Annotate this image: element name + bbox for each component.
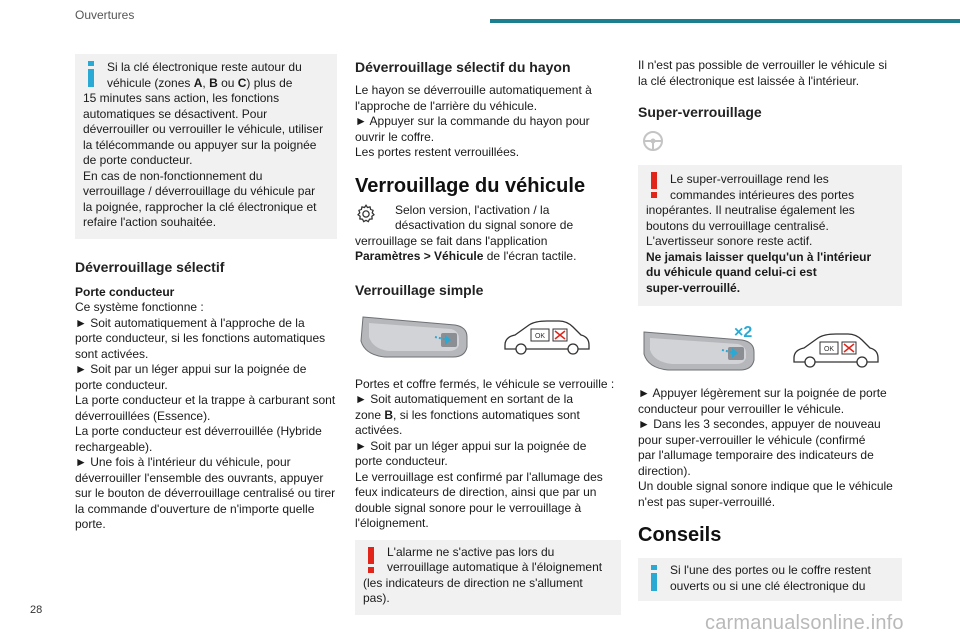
- door-handle-illustration: [355, 311, 475, 365]
- zone-label: B: [209, 75, 218, 90]
- heading-advice: Conseils: [638, 524, 722, 546]
- warning-box-super-locking: Le super-verrouillage rend les commandes intérieures des portes inopérantes. Il neutralise également les boutons du verrouillage centralisé. L'avertisseur sonore reste actif. Ne jamais laisser quelqu'un à l'intérieur du véhicule quand celui-ci est super-verrouillé.: [638, 165, 902, 306]
- simple-lock-illustration: [355, 311, 621, 373]
- heading-super-locking: Super-verrouillage: [638, 104, 762, 120]
- tailgate-text: Le hayon se déverrouille automatiquement à l'approche de l'arrière du véhicule. ► Appuyer sur la commande du hayon pour ouvrir le coffre. Les portes restent verrouillées.: [355, 83, 592, 159]
- super-lock-illustration: [638, 320, 902, 382]
- info-icon: [646, 565, 662, 591]
- header-accent-bar: [490, 19, 960, 23]
- selective-unlock-text: Ce système fonctionne : ► Soit automatiquement à l'approche de la porte conducteur, si les fonctions automatiques sont activées. ► Soit par un léger appui sur la poignée de porte conducteur. La porte conducteur et la trappe à carburant sont déverrouillées (Essence). La porte conducteur est déverrouillée (Hybride rechargeable). ► Une fois à l'intérieur du véhicule, pour déverrouiller l'ensemble des ouvrants, appuyer sur le bouton de déverrouillage centralisé ou tirer la commande d'ouverture de n'importe quelle porte.: [75, 300, 336, 531]
- info-box-text: 15 minutes sans action, les fonctions automatiques se désactivent. Pour déverrouiller ou verrouiller le véhicule, utiliser la télécommande ou appuyer sur la poignée de porte conducteur. En cas de non-fonctionnement du verrouillage / déverrouillage du véhicule par la poignée, rapprocher la clé électronique et refaire l'action souhaitée.: [83, 91, 324, 229]
- heading-selective-unlock: Déverrouillage sélectif: [75, 258, 225, 275]
- ok-label: OK: [534, 332, 546, 340]
- section-title: Ouvertures: [75, 8, 135, 22]
- column-2: [355, 54, 621, 615]
- car-super-locked-illustration: [790, 330, 880, 370]
- subheading-driver-door: Porte conducteur: [75, 284, 175, 299]
- zone-label: B: [384, 407, 394, 422]
- press-count: ×2: [734, 324, 753, 341]
- simple-lock-text: Portes et coffre fermés, le véhicule se verrouille : ► Soit automatiquement en sortant de la zone B, si les fonctions automatiques sont activées. ► Soit par un léger appui sur la poignée de porte conducteur. Le verrouillage est confirmé par l'allumage des feux indicateurs de direction, ainsi que par un double signal sonore pour le verrouillage à l'éloignement.: [355, 376, 615, 530]
- info-box-advice: Si l'une des portes ou le coffre restent ouverts ou si une clé électronique du: [638, 558, 902, 601]
- ok-label: OK: [823, 346, 835, 353]
- heading-vehicle-locking: Verrouillage du véhicule: [355, 174, 586, 197]
- info-line: Si la clé électronique reste autour du: [107, 60, 302, 74]
- warning-box-alarm: L'alarme ne s'active pas lors du verrouillage automatique à l'éloignement (les indicateurs de direction ne s'allument pas).: [355, 540, 621, 615]
- info-icon: [83, 61, 99, 87]
- heading-simple-lock: Verrouillage simple: [355, 281, 484, 298]
- info-box-electronic-key: Si la clé électronique reste autour du véhicule (zones A, B ou C) plus de 15 minutes sans action, les fonctions automatiques se désactivent. Pour déverrouiller ou verrouiller le véhicule, utiliser la télécommande ou appuyer sur la poignée de porte conducteur. En cas de non-fonctionnement du verrouillage / déverrouillage du véhicule par la poignée, rapprocher la clé électronique et refaire l'action souhaitée.: [75, 54, 337, 239]
- key-inside-text: Il n'est pas possible de verrouiller le véhicule si la clé électronique est laissée à l'intérieur.: [638, 58, 888, 88]
- column-3: [638, 54, 902, 601]
- gear-icon: [355, 203, 377, 225]
- door-handle-double-press-illustration: [638, 320, 768, 376]
- heading-tailgate-unlock: Déverrouillage sélectif du hayon: [355, 59, 571, 75]
- steering-wheel-icon: [638, 129, 668, 153]
- page-number: 28: [30, 604, 43, 616]
- zone-label: A: [193, 75, 203, 90]
- settings-note: Selon version, l'activation / la désactivation du signal sonore de verrouillage se fait dans l'application Paramètres > Véhicule de l'écran tactile.: [355, 202, 577, 263]
- settings-path: Paramètres > Véhicule: [355, 249, 484, 263]
- warning-icon: [646, 172, 662, 198]
- watermark: carmanualsonline.info: [705, 612, 904, 634]
- warning-icon: [363, 547, 379, 573]
- column-1: [75, 54, 337, 533]
- car-locked-illustration: [501, 317, 591, 357]
- zone-label: C: [237, 75, 247, 90]
- super-lock-steps: ► Appuyer légèrement sur la poignée de porte conducteur pour verrouiller le véhicule. ► Dans les 3 secondes, appuyer de nouveau pour super-verrouiller le véhicule (confirmé par l'allumage temporaire des indicateurs de direction). Un double signal sonore indique que le véhicule n'est pas super-verrouillé.: [638, 386, 893, 509]
